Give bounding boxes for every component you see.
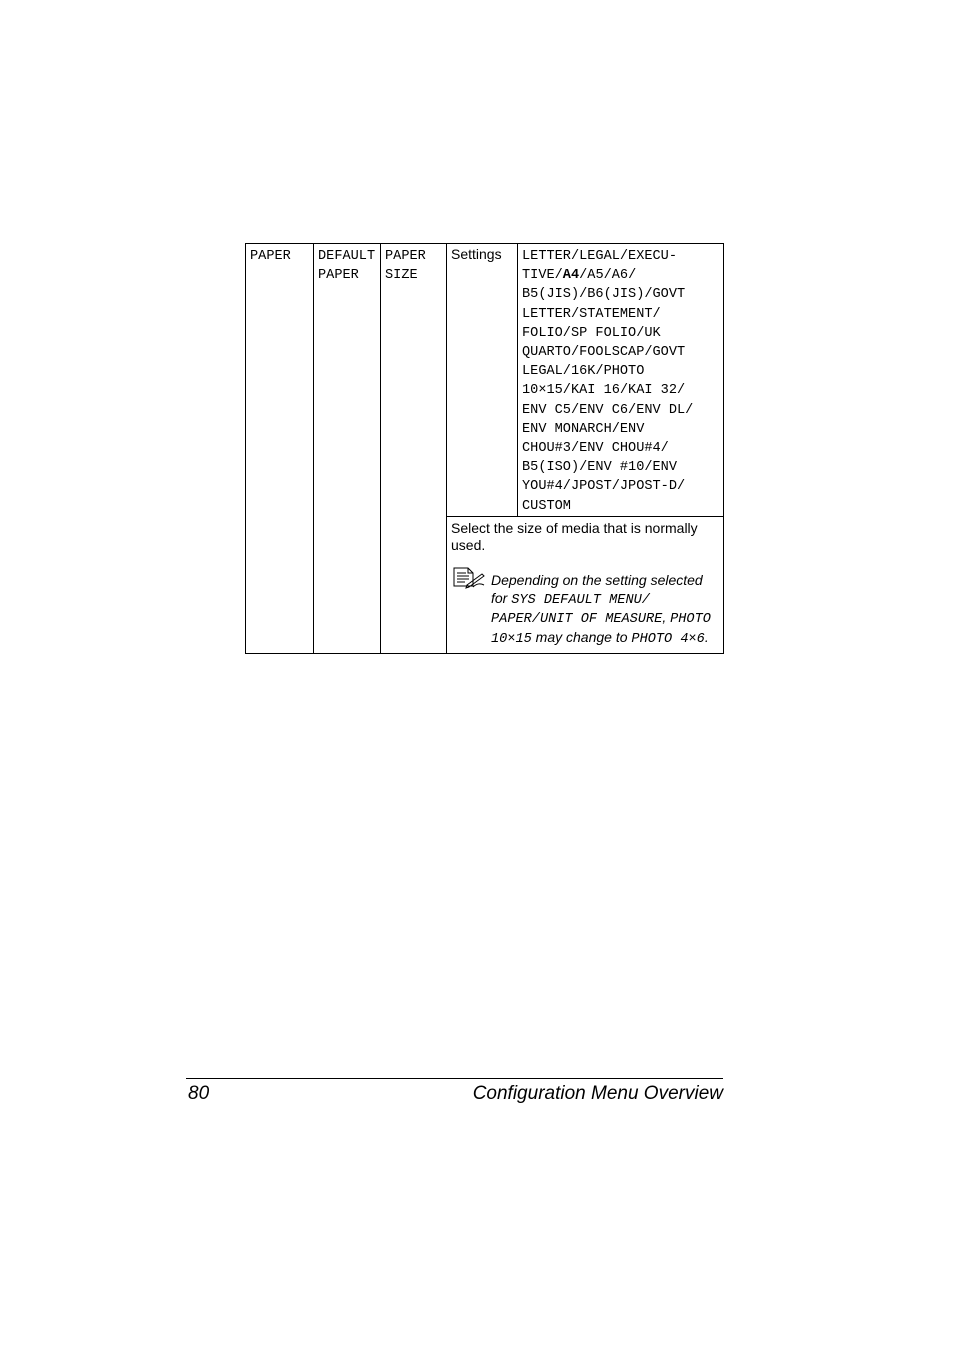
settings-default-value: A4: [562, 268, 580, 284]
menu-level-3: PAPER SIZE: [381, 244, 447, 654]
table-row: [246, 244, 724, 517]
note-text-2: ,: [662, 609, 671, 626]
description-cell: [447, 516, 724, 653]
running-title: Configuration Menu Overview: [472, 1083, 723, 1104]
settings-value: [518, 244, 724, 517]
note-pencil-icon: [451, 566, 491, 590]
note-text: [491, 572, 717, 649]
menu-level-1: PAPER: [246, 244, 314, 654]
note-size-from: PHOTO 10×15: [491, 612, 711, 648]
note-text-3: may change to: [531, 629, 632, 646]
settings-value-pre: LETTER/LEGAL/EXECU- TIVE/: [522, 249, 677, 284]
settings-label: Settings: [447, 244, 518, 517]
page-number: 80: [188, 1083, 210, 1104]
settings-value-post: /A5/A6/ B5(JIS)/B6(JIS)/GOVT LETTER/STATEMENT/ FOLIO/SP FOLIO/UK QUARTO/FOOLSCAP/GOVT LEGAL/16K/PHOTO 10×15/KAI 16/KAI 32/ ENV C5/ENV C6/ENV DL/ ENV MONARCH/ENV CHOU#3/ENV CHOU#4/ B5(ISO)/ENV #10/ENV YOU#4/JPOST/JPOST-D/ CUSTOM: [522, 268, 694, 514]
menu-level-2: DEFAULT PAPER: [314, 244, 381, 654]
description-text: Select the size of media that is normally used.: [451, 519, 698, 553]
note-text-1: Depending on the setting selected for: [491, 571, 703, 606]
note-size-to: PHOTO 4×6: [631, 632, 705, 648]
note-menu-path: SYS DEFAULT MENU/ PAPER/UNIT OF MEASURE: [491, 592, 663, 628]
note-text-4: .: [704, 629, 709, 646]
menu-table: [245, 243, 724, 654]
note: [451, 566, 717, 649]
footer-rule: [186, 1078, 723, 1079]
